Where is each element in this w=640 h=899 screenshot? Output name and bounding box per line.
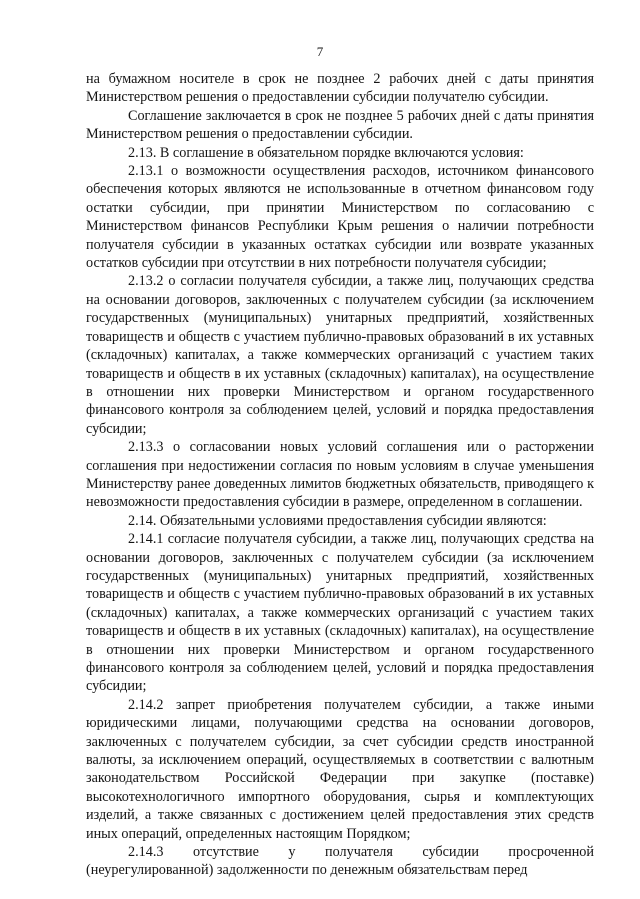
paragraph: на бумажном носителе в срок не позднее 2 рабочих дней с даты принятия Министерством решения о предоставлении субсидии получателю субсидии. bbox=[86, 71, 594, 106]
paragraph: Соглашение заключается в срок не позднее 5 рабочих дней с даты принятия Министерством решения о предоставлении субсидии. bbox=[86, 107, 594, 143]
paragraph: 2.13.2 о согласии получателя субсидии, а также лиц, получающих средства на основании договоров, заключенных с получателем субсидии (за исключением государственных (муниципальных) унитарных предприятий, хозяйственных товариществ и обществ с участием публично-правовых образований в их уставных (складочных) капиталах, а также коммерческих организаций с участием таких товариществ и обществ в их уставных (складочных) капиталах), на осуществление в отношении них проверки Министерством и органом государственного финансового контроля за соблюдением целей, условий и порядка предоставления субсидии; bbox=[86, 273, 594, 437]
paragraph: 2.13.1 о возможности осуществления расходов, источником финансового обеспечения которых являются не использованные в отчетном финансовом году остатки субсидии, при принятии Министерством по согласованию с Министерством финансов Республики Крым решения о наличии потребности получателя субсидии в указанных остатках субсидии или возврате указанных остатков субсидии при отсутствии в них потребности получателя субсидии; bbox=[86, 163, 594, 272]
document-body bbox=[86, 70, 594, 880]
paragraph: 2.14.1 согласие получателя субсидии, а также лиц, получающих средства на основании договоров, заключенных с получателем субсидии (за исключением государственных (муниципальных) унитарных предприятий, хозяйственных товариществ и обществ с участием публично-правовых образований в их уставных (складочных) капиталах, а также коммерческих организаций с участием таких товариществ и обществ в их уставных (складочных) капиталах), на осуществление в отношении них проверки Министерством и органом государственного финансового контроля за соблюдением целей, условий и порядка предоставления субсидии; bbox=[86, 531, 594, 695]
paragraph: 2.13.3 о согласовании новых условий соглашения или о расторжении соглашения при недостижении согласия по новым условиям в случае уменьшения Министерству ранее доведенных лимитов бюджетных обязательств, приводящего к невозможности предоставления субсидии в размере, определенном в соглашении. bbox=[86, 439, 594, 511]
paragraph: 2.14.3 отсутствие у получателя субсидии просроченной (неурегулированной) задолженности по денежным обязательствам перед bbox=[86, 844, 594, 879]
paragraph: 2.14.2 запрет приобретения получателем субсидии, а также иными юридическими лицами, получающими средства на основании договоров, заключенных с получателем субсидии, за счет субсидии средств иностранной валюты, за исключением операций, осуществляемых в соответствии с валютным законодательством Российской Федерации при закупке (поставке) высокотехнологичного импортного оборудования, сырья и комплектующих изделий, а также связанных с достижением целей предоставления этих средств иных операций, определенных настоящим Порядком; bbox=[86, 696, 594, 842]
paragraph: 2.14. Обязательными условиями предоставления субсидии являются: bbox=[128, 512, 547, 529]
page-number: 7 bbox=[316, 44, 324, 59]
paragraph: 2.13. В соглашение в обязательном порядке включаются условия: bbox=[128, 144, 524, 161]
